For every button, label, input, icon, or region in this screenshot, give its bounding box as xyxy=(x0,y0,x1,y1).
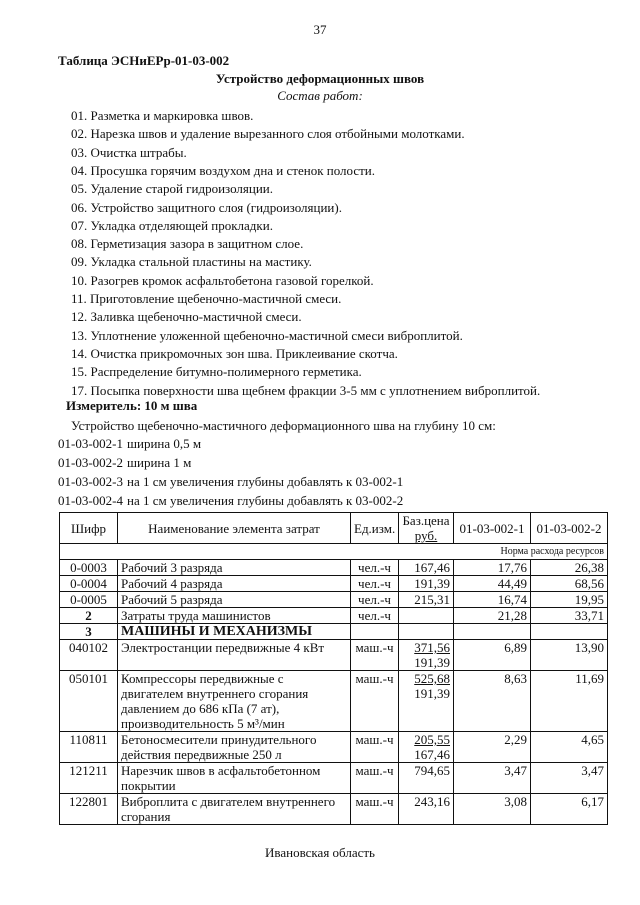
cell-name: МАШИНЫ И МЕХАНИЗМЫ xyxy=(118,624,351,640)
code-id: 01-03-002-4 xyxy=(58,493,123,508)
price-base: 191,39 xyxy=(414,686,450,701)
cell-value-1 xyxy=(454,624,531,640)
cell-value-1: 6,89 xyxy=(454,640,531,671)
cell-code: 040102 xyxy=(60,640,118,671)
price-current: 794,65 xyxy=(414,763,450,778)
resource-table xyxy=(59,512,608,825)
section-row xyxy=(60,608,608,624)
cell-price xyxy=(399,608,454,624)
code-id: 01-03-002-3 xyxy=(58,474,123,489)
cell-name: Виброплита с двигателем внутреннего сгорания xyxy=(118,794,351,825)
norm-caption: Норма расхода ресурсов xyxy=(60,544,608,560)
table-header-row xyxy=(60,513,608,544)
cell-code: 0-0005 xyxy=(60,592,118,608)
cell-price: 215,31 xyxy=(399,592,454,608)
cell-value-1: 21,28 xyxy=(454,608,531,624)
cell-code: 110811 xyxy=(60,732,118,763)
header-price-line1: Баз.цена xyxy=(402,513,450,528)
code-line xyxy=(58,436,201,452)
cell-value-1: 2,29 xyxy=(454,732,531,763)
header-col2: 01-03-002-2 xyxy=(531,513,608,544)
code-id: 01-03-002-2 xyxy=(58,455,123,470)
work-item: 14. Очистка прикромочных зон шва. Приклеивание скотча. xyxy=(71,345,398,361)
work-composition-heading: Состав работ: xyxy=(277,88,363,103)
header-col1: 01-03-002-1 xyxy=(454,513,531,544)
cell-value-2 xyxy=(531,624,608,640)
table-row xyxy=(60,576,608,592)
cell-code: 2 xyxy=(60,608,118,624)
work-item: 05. Удаление старой гидроизоляции. xyxy=(71,181,273,197)
cell-name: Рабочий 5 разряда xyxy=(118,592,351,608)
work-item: 11. Приготовление щебеночно-мастичной смеси. xyxy=(71,291,342,306)
code-text: ширина 1 м xyxy=(127,455,192,470)
cell-unit: чел.-ч xyxy=(351,592,399,608)
work-item: 03. Очистка штрабы. xyxy=(71,144,187,160)
work-description: Устройство щебеночно-мастичного деформационного шва на глубину 10 см: xyxy=(71,418,496,433)
code-text: на 1 см увеличения глубины добавлять к 03-002-1 xyxy=(127,474,404,489)
cell-value-2: 4,65 xyxy=(531,732,608,763)
cell-code: 3 xyxy=(60,624,118,640)
work-item: 12. Заливка щебеночно-мастичной смеси. xyxy=(71,309,302,325)
cell-name: Рабочий 4 разряда xyxy=(118,576,351,592)
work-item: 10. Разогрев кромок асфальтобетона газовой горелкой. xyxy=(71,272,374,288)
cell-price xyxy=(399,732,454,763)
header-code: Шифр xyxy=(60,513,118,544)
cell-value-2: 6,17 xyxy=(531,794,608,825)
cell-price xyxy=(399,763,454,794)
code-line xyxy=(58,455,191,471)
table-row xyxy=(60,794,608,825)
price-current: 371,56 xyxy=(414,640,450,655)
table-row xyxy=(60,732,608,763)
cell-unit: маш.-ч xyxy=(351,763,399,794)
code-line xyxy=(58,474,403,490)
code-line xyxy=(58,493,403,509)
code-text: на 1 см увеличения глубины добавлять к 03-002-2 xyxy=(127,493,404,508)
work-item: 08. Герметизация зазора в защитном слое. xyxy=(71,236,304,252)
table-row xyxy=(60,763,608,794)
cell-price xyxy=(399,794,454,825)
cell-value-1: 8,63 xyxy=(454,671,531,732)
cell-unit: чел.-ч xyxy=(351,608,399,624)
page-number: 37 xyxy=(313,22,327,37)
measure-unit: Измеритель: 10 м шва xyxy=(66,398,198,413)
work-item: 13. Уплотнение уложенной щебеночно-мастичной смеси виброплитой. xyxy=(71,327,463,343)
cell-price xyxy=(399,671,454,732)
cell-code: 122801 xyxy=(60,794,118,825)
price-current: 205,55 xyxy=(414,732,450,747)
cell-unit: чел.-ч xyxy=(351,560,399,576)
cell-value-2: 19,95 xyxy=(531,592,608,608)
cell-price: 191,39 xyxy=(399,576,454,592)
cell-unit: маш.-ч xyxy=(351,794,399,825)
table-row xyxy=(60,592,608,608)
work-item: 15. Распределение битумно-полимерного герметика. xyxy=(71,364,362,380)
cell-value-1: 3,08 xyxy=(454,794,531,825)
table-row xyxy=(60,560,608,576)
cell-name: Компрессоры передвижные с двигателем внутреннего сгорания давлением до 686 кПа (7 ат), производительность 5 м³/мин xyxy=(118,671,351,732)
cell-value-2: 3,47 xyxy=(531,763,608,794)
cell-code: 0-0004 xyxy=(60,576,118,592)
header-price-line2: руб. xyxy=(414,528,438,543)
cell-unit: маш.-ч xyxy=(351,640,399,671)
cell-code: 0-0003 xyxy=(60,560,118,576)
cell-value-1: 16,74 xyxy=(454,592,531,608)
code-text: ширина 0,5 м xyxy=(127,436,202,451)
code-id: 01-03-002-1 xyxy=(58,436,123,451)
section-row xyxy=(60,624,608,640)
cell-unit xyxy=(351,624,399,640)
norm-caption-row xyxy=(60,544,608,560)
cell-unit: маш.-ч xyxy=(351,732,399,763)
table-row xyxy=(60,640,608,671)
cell-price xyxy=(399,624,454,640)
cell-value-1: 17,76 xyxy=(454,560,531,576)
header-name: Наименование элемента затрат xyxy=(118,513,351,544)
price-base: 167,46 xyxy=(414,747,450,762)
cell-price: 167,46 xyxy=(399,560,454,576)
section-heading: Устройство деформационных швов xyxy=(215,71,425,86)
cell-code: 121211 xyxy=(60,763,118,794)
cell-value-2: 11,69 xyxy=(531,671,608,732)
cell-unit: чел.-ч xyxy=(351,576,399,592)
cell-name: Рабочий 3 разряда xyxy=(118,560,351,576)
price-base: 191,39 xyxy=(414,655,450,670)
cell-value-2: 26,38 xyxy=(531,560,608,576)
cell-value-1: 3,47 xyxy=(454,763,531,794)
price-current: 525,68 xyxy=(414,671,450,686)
work-item: 07. Укладка отделяющей прокладки. xyxy=(71,217,273,233)
cell-code: 050101 xyxy=(60,671,118,732)
header-unit: Ед.изм. xyxy=(351,513,399,544)
work-item: 04. Просушка горячим воздухом дна и стенок полости. xyxy=(71,162,376,178)
work-item: 09. Укладка стальной пластины на мастику. xyxy=(71,254,312,270)
work-item: 17. Посыпка поверхности шва щебнем фракции 3-5 мм с уплотнением виброплитой. xyxy=(71,382,541,398)
table-title: Таблица ЭСНиЕРр-01-03-002 xyxy=(58,53,230,68)
work-item: 01. Разметка и маркировка швов. xyxy=(71,108,254,123)
cell-price xyxy=(399,640,454,671)
cell-value-2: 68,56 xyxy=(531,576,608,592)
page-footer: Ивановская область xyxy=(265,845,375,860)
cell-name: Электростанции передвижные 4 кВт xyxy=(118,640,351,671)
cell-name: Нарезчик швов в асфальтобетонном покрытии xyxy=(118,763,351,794)
cell-name: Бетоносмесители принудительного действия передвижные 250 л xyxy=(118,732,351,763)
work-item: 02. Нарезка швов и удаление вырезанного слоя отбойными молотками. xyxy=(71,126,465,142)
cell-value-2: 33,71 xyxy=(531,608,608,624)
header-price xyxy=(399,513,454,544)
cell-value-1: 44,49 xyxy=(454,576,531,592)
work-item: 06. Устройство защитного слоя (гидроизоляции). xyxy=(71,199,342,215)
price-current: 243,16 xyxy=(414,794,450,809)
cell-unit: маш.-ч xyxy=(351,671,399,732)
table-row xyxy=(60,671,608,732)
cell-value-2: 13,90 xyxy=(531,640,608,671)
cell-name: Затраты труда машинистов xyxy=(118,608,351,624)
